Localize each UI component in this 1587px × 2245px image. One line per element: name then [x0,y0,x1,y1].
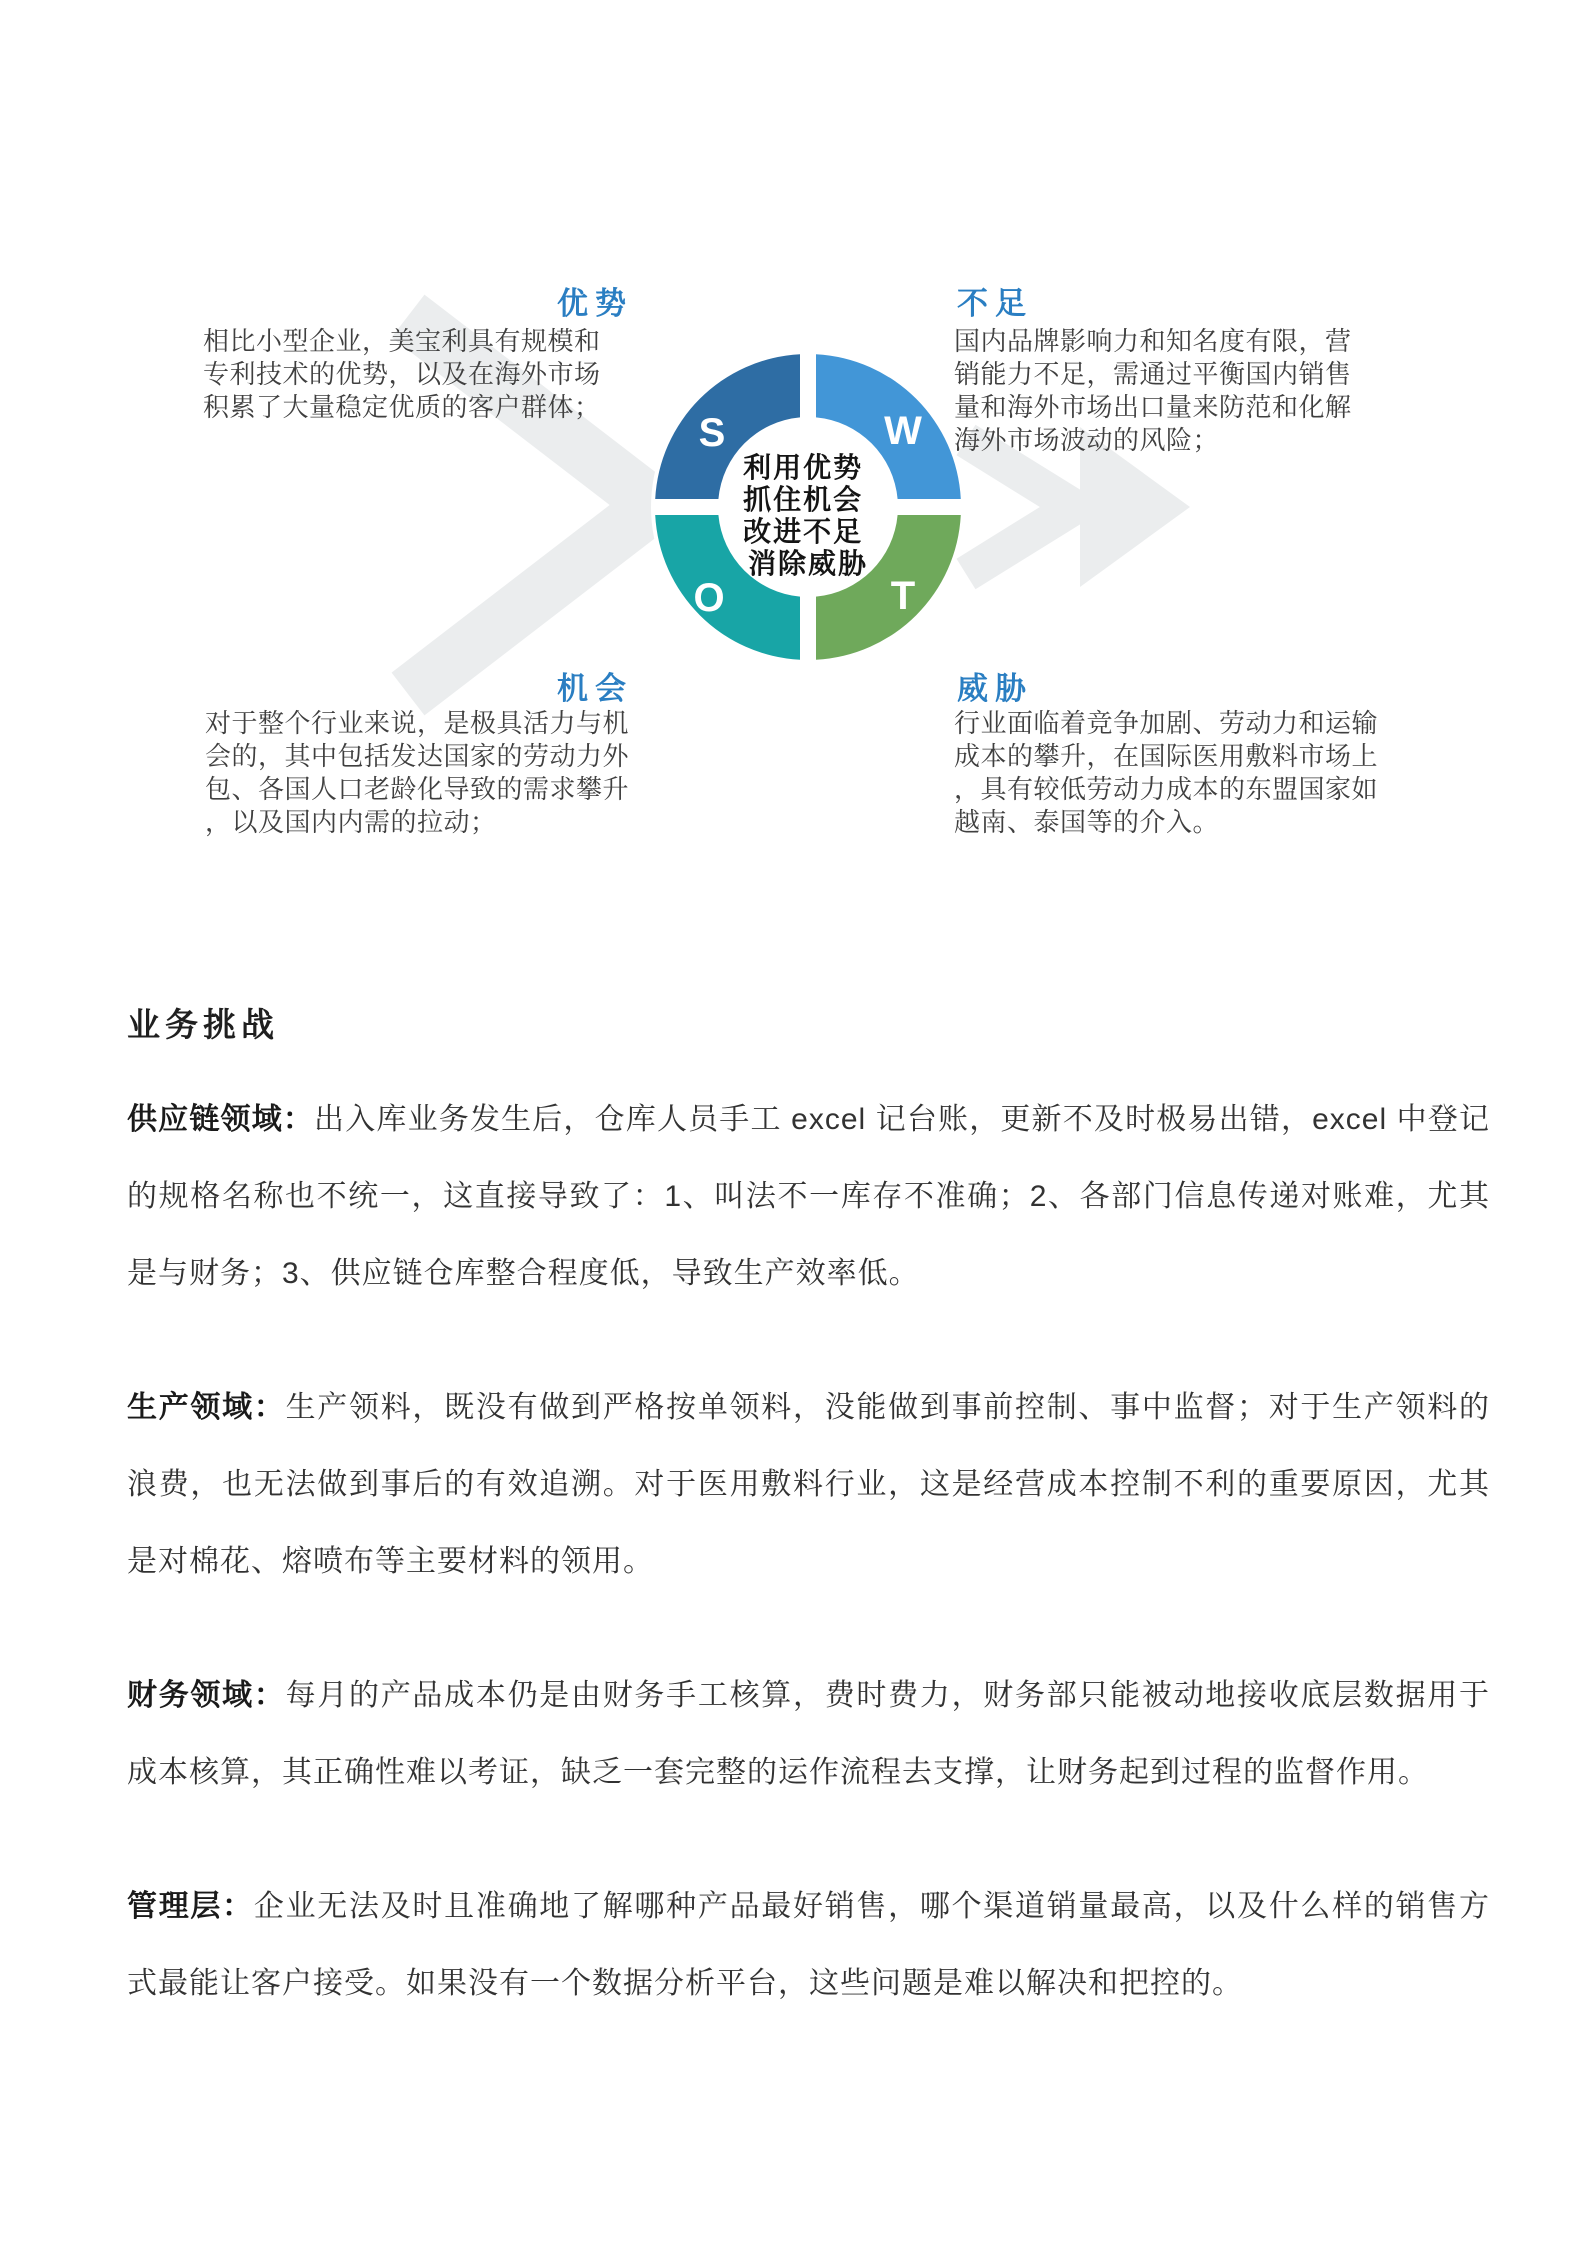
strengths-title: 优势 [557,286,633,321]
opportunities-text [205,707,629,839]
center-line-1: 利用优势 [743,452,864,483]
paragraph-label: 生产领域： [127,1391,286,1424]
center-line-4: 消除威胁 [747,548,869,579]
center-line-3: 改进不足 [743,516,864,547]
weaknesses-line: 销能力不足，需通过平衡国内销售 [954,359,1352,389]
paragraph-text: 生产领料，既没有做到严格按单领料，没能做到事前控制、事中监督；对于生产领料的浪费，也无法做到事后的有效追溯。对于医用敷料行业，这是经营成本控制不利的重要原因，尤其是对棉花、熔喷布等主要材料的领用。 [127,1391,1491,1578]
paragraph-label: 财务领域： [127,1679,286,1712]
threats-line: 成本的攀升，在国际医用敷料市场上 [954,741,1379,771]
weaknesses-title: 不足 [957,286,1033,321]
strengths-line: 专利技术的优势，以及在海外市场 [203,359,601,389]
paragraph-management [127,1868,1490,2022]
paragraph-text: 每月的产品成本仍是由财务手工核算，费时费力，财务部只能被动地接收底层数据用于成本核算，其正确性难以考证，缺乏一套完整的运作流程去支撑，让财务起到过程的监督作用。 [127,1679,1491,1789]
strengths-line: 积累了大量稳定优质的客户群体； [203,392,601,422]
paragraph-text: 企业无法及时且准确地了解哪种产品最好销售，哪个渠道销量最高，以及什么样的销售方式最能让客户接受。如果没有一个数据分析平台，这些问题是难以解决和把控的。 [127,1890,1491,2000]
opportunities-line: 会的，其中包括发达国家的劳动力外 [205,741,630,771]
weaknesses-text [954,325,1352,457]
paragraph-supply-chain [127,1081,1490,1312]
threats-text [954,707,1378,839]
paragraph-production [127,1369,1490,1600]
strengths-line: 相比小型企业，美宝利具有规模和 [203,326,601,356]
section-heading: 业务挑战 [127,1006,279,1043]
opportunities-title: 机会 [557,671,633,706]
paragraph-text: 出入库业务发生后，仓库人员手工 excel 记台账，更新不及时极易出错，excel 中登记的规格名称也不统一，这直接导致了：1、叫法不一库存不准确；2、各部门信息传递对账难，尤其是与财务；3、供应链仓库整合程度低，导致生产效率低。 [127,1103,1491,1290]
strengths-text [203,325,601,424]
opportunities-line: 包、各国人口老龄化导致的需求攀升 [205,774,630,804]
letter-s: S [698,411,726,455]
threats-line: ，具有较低劳动力成本的东盟国家如 [954,774,1379,804]
paragraph-label: 供应链领域： [127,1103,315,1136]
paragraph-finance [127,1657,1490,1811]
background-chevron-right [966,440,1074,574]
paragraph-label: 管理层： [127,1890,254,1923]
business-challenges-section [127,1003,1490,2079]
opportunities-line: 对于整个行业来说，是极具活力与机 [205,708,630,738]
letter-t: T [890,574,916,618]
threats-line: 行业面临着竞争加剧、劳动力和运输 [954,708,1379,738]
threats-line: 越南、泰国等的介入。 [954,807,1220,837]
weaknesses-line: 量和海外市场出口量来防范和化解 [954,392,1352,422]
threats-title: 威胁 [957,671,1033,706]
letter-o: O [693,576,725,620]
center-line-2: 抓住机会 [743,484,864,515]
letter-w: W [884,409,922,453]
opportunities-line: ，以及国内内需的拉动； [205,807,497,837]
weaknesses-line: 国内品牌影响力和知名度有限，营 [954,326,1352,356]
weaknesses-line: 海外市场波动的风险； [954,425,1220,455]
